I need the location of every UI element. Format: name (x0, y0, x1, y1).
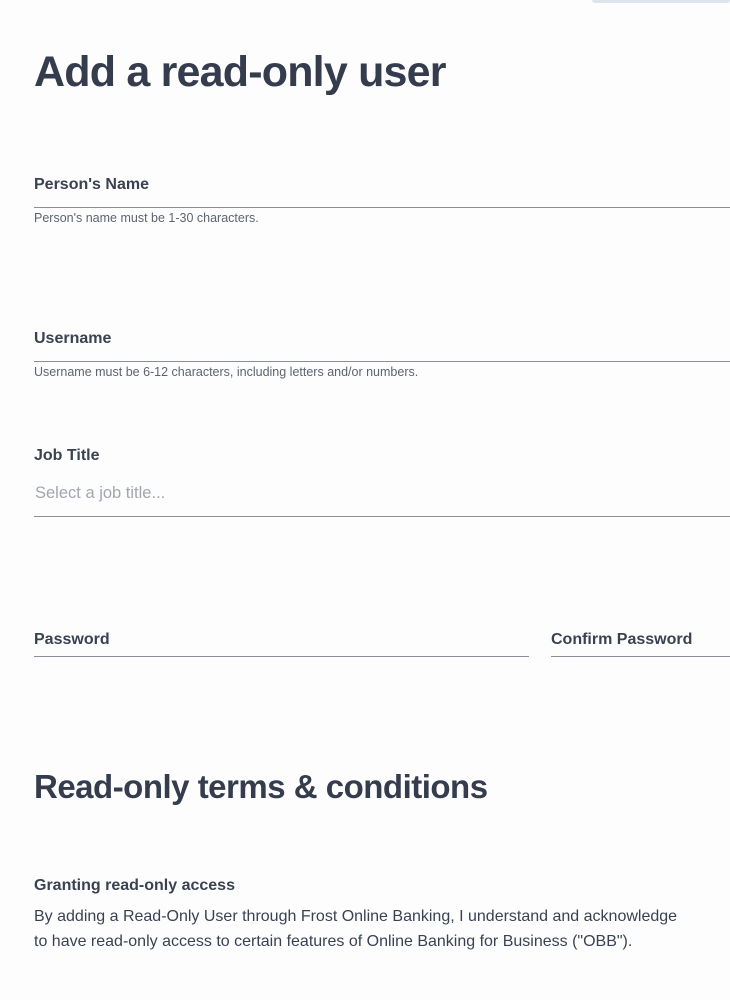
terms-body-line: to have read-only access to certain features of Online Banking for Business ("OBB"). (34, 933, 633, 950)
terms-body-line: By adding a Read-Only User through Frost Online Banking, I understand and acknowledge (34, 908, 678, 925)
page-title: Add a read-only user (34, 48, 446, 96)
job-title-placeholder: Select a job title... (35, 484, 166, 502)
confirm-password-label: Confirm Password (551, 631, 693, 648)
confirm-password-input[interactable] (551, 636, 730, 657)
password-label: Password (34, 631, 110, 648)
persons-name-hint: Person's name must be 1-30 characters. (34, 211, 259, 225)
username-label: Username (34, 330, 112, 347)
username-hint: Username must be 6-12 characters, including letters and/or numbers. (34, 365, 419, 379)
terms-heading: Granting read-only access (34, 877, 235, 894)
username-input[interactable] (34, 341, 730, 362)
terms-section-title: Read-only terms & conditions (34, 768, 488, 805)
top-tab-edge (592, 0, 730, 3)
job-title-label: Job Title (34, 447, 100, 464)
persons-name-label: Person's Name (34, 176, 149, 193)
job-title-select[interactable] (34, 476, 730, 517)
persons-name-input[interactable] (34, 187, 730, 208)
password-input[interactable] (34, 636, 529, 657)
terms-body (34, 904, 730, 954)
